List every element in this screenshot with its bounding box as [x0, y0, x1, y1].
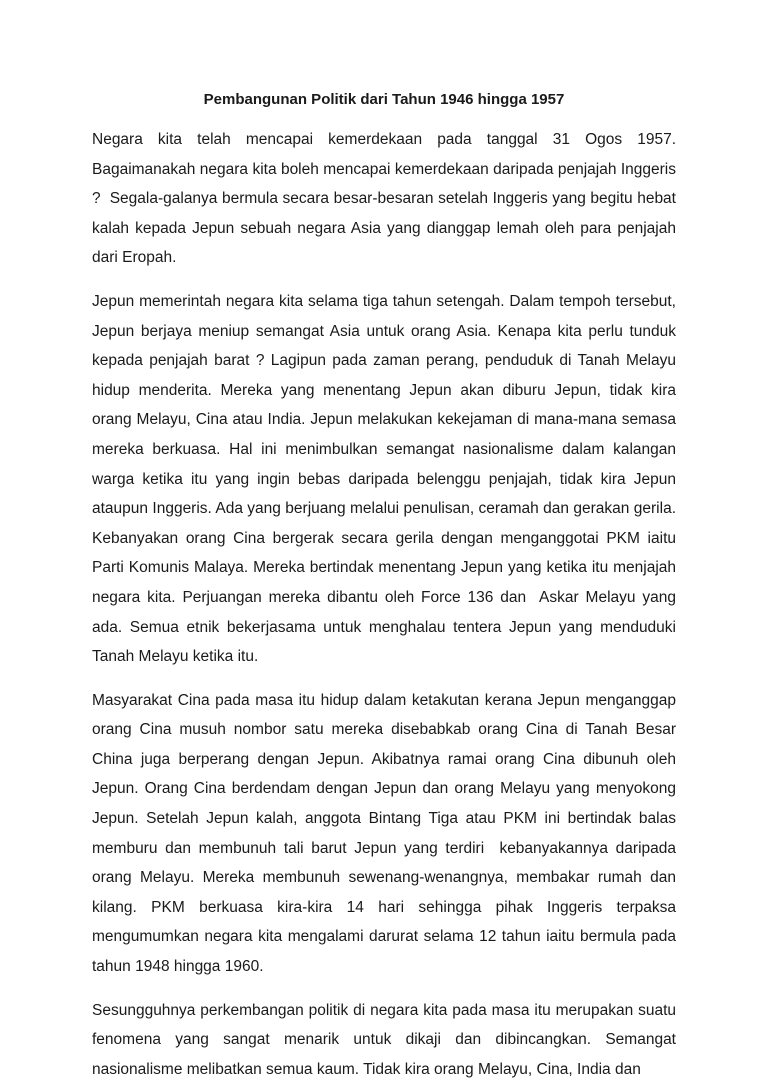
- paragraph-3: Masyarakat Cina pada masa itu hidup dalam ketakutan kerana Jepun menganggap orang Cina musuh nombor satu mereka disebabkab orang Cina di Tanah Besar China juga berperang dengan Jepun. Akibatnya ramai orang Cina dibunuh oleh Jepun. Orang Cina berdendam dengan Jepun dan orang Melayu yang menyokong Jepun. Setelah Jepun kalah, anggota Bintang Tiga atau PKM ini bertindak balas memburu dan membunuh tali barut Jepun yang terdiri kebanyakannya daripada orang Melayu. Mereka membunuh sewenang-wenangnya, membakar rumah dan kilang. PKM berkuasa kira-kira 14 hari sehingga pihak Inggeris terpaksa mengumumkan negara kita mengalami darurat selama 12 tahun iaitu bermula pada tahun 1948 hingga 1960.: [92, 691, 681, 976]
- document-title: Pembangunan Politik dari Tahun 1946 hingga 1957: [203, 91, 565, 108]
- paragraph-1: Negara kita telah mencapai kemerdekaan pada tanggal 31 Ogos 1957. Bagaimanakah negara kita boleh mencapai kemerdekaan daripada penjajah Inggeris ? Segala-galanya bermula secara besar-besaran setelah Inggeris yang begitu hebat kalah kepada Jepun sebuah negara Asia yang dianggap lemah oleh para penjajah dari Eropah.: [92, 131, 681, 267]
- paragraph-2: Jepun memerintah negara kita selama tiga tahun setengah. Dalam tempoh tersebut, Jepun berjaya meniup semangat Asia untuk orang Asia. Kenapa kita perlu tunduk kepada penjajah barat ? Lagipun pada zaman perang, penduduk di Tanah Melayu hidup menderita. Mereka yang menentang Jepun akan diburu Jepun, tidak kira orang Melayu, Cina atau India. Jepun melakukan kekejaman di mana-mana semasa mereka berkuasa. Hal ini menimbulkan semangat nasionalisme dalam kalangan warga ketika itu yang ingin bebas daripada belenggu penjajah, tidak kira Jepun ataupun Inggeris. Ada yang berjuang melalui penulisan, ceramah dan gerakan gerila. Kebanyakan orang Cina bergerak secara gerila dengan menganggotai PKM iaitu Parti Komunis Malaya. Mereka bertindak menentang Jepun yang ketika itu menjajah negara kita. Perjuangan mereka dibantu oleh Force 136 dan Askar Melayu yang ada. Semua etnik bekerjasama untuk menghalau tentera Jepun yang menduduki Tanah Melayu ketika itu.: [92, 292, 681, 666]
- paragraph-4: Sesungguhnya perkembangan politik di negara kita pada masa itu merupakan suatu fenomena yang sangat menarik untuk dikaji dan dibincangkan. Semangat nasionalisme melibatkan semua kaum. Tidak kira orang Melayu, Cina, India dan: [92, 1001, 681, 1078]
